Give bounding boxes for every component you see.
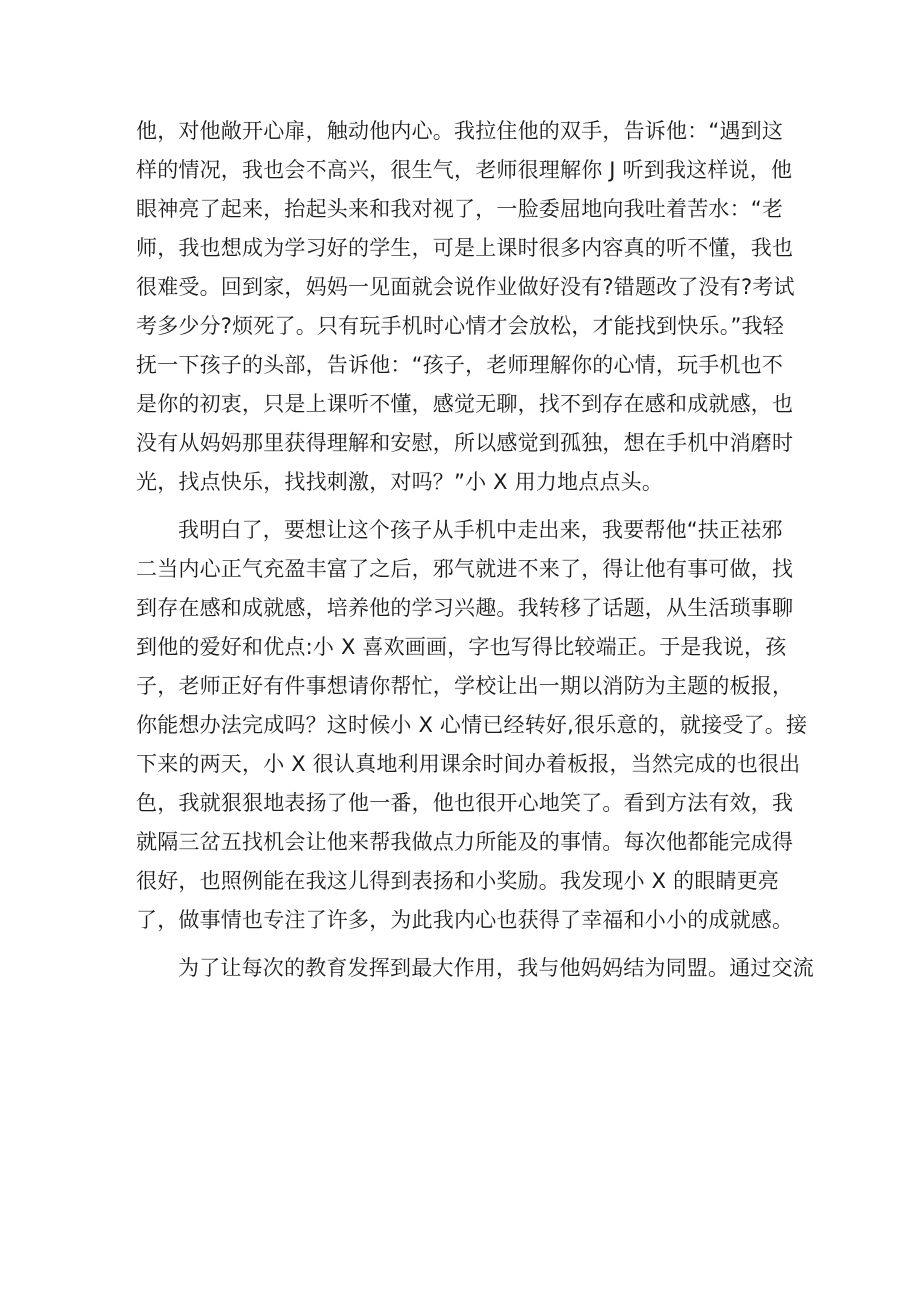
text-line: 没有从妈妈那里获得理解和安慰，所以感觉到孤独，想在手机中消磨时 xyxy=(136,431,794,455)
paragraph-1 xyxy=(136,112,796,502)
text-line: 你能想办法完成吗？这时候小 X 心情已经转好,很乐意的，就接受了。接 xyxy=(136,713,808,737)
body-text xyxy=(136,112,814,988)
paragraph-gap xyxy=(136,940,796,949)
text-line: 就隔三岔五找机会让他来帮我做点力所能及的事情。每次他都能完成得 xyxy=(136,830,794,854)
paragraph-2 xyxy=(136,511,808,940)
text-line: 抚一下孩子的头部，告诉他：“孩子，老师理解你的心情，玩手机也不 xyxy=(136,353,784,377)
text-line: 子，老师正好有件事想请你帮忙，学校让出一期以消防为主题的板报， xyxy=(136,674,794,698)
text-line: 师，我也想成为学习好的学生，可是上课时很多内容真的听不懂，我也 xyxy=(136,236,794,260)
text-line: 色，我就狠狠地表扬了他一番，他也很开心地笑了。看到方法有效，我 xyxy=(136,791,794,815)
text-line: 光，找点快乐，找找刺激，对吗？”小 X 用力地点点头。 xyxy=(136,470,664,494)
text-line: 样的情况，我也会不高兴，很生气，老师很理解你 J 听到我这样说，他 xyxy=(136,158,793,182)
text-line: 很好，也照例能在我这儿得到表扬和小奖励。我发现小 X 的眼睛更亮 xyxy=(136,869,780,893)
text-line: 为了让每次的教育发挥到最大作用，我与他妈妈结为同盟。通过交流 xyxy=(178,956,814,980)
text-line: 他，对他敞开心扉，触动他内心。我拉住他的双手，告诉他：“遇到这 xyxy=(136,119,784,143)
text-line: 到他的爱好和优点:小 X 喜欢画画，字也写得比较端正。于是我说，孩 xyxy=(136,635,787,659)
text-line: 我明白了，要想让这个孩子从手机中走出来，我要帮他“扶正祛邪 xyxy=(178,518,783,542)
text-line: 很难受。回到家，妈妈一见面就会说作业做好没有?错题改了没有?考试 xyxy=(136,275,795,299)
paragraph-gap xyxy=(136,502,796,511)
text-line: 二当内心正气充盈丰富了之后，邪气就进不来了，得让他有事可做，找 xyxy=(136,557,794,581)
paragraph-3 xyxy=(136,949,814,988)
text-line: 是你的初衷，只是上课听不懂，感觉无聊，找不到存在感和成就感，也 xyxy=(136,392,794,416)
text-line: 考多少分?烦死了。只有玩手机时心情才会放松，才能找到快乐。”我轻 xyxy=(136,314,784,338)
text-line: 了，做事情也专注了许多，为此我内心也获得了幸福和小小的成就感。 xyxy=(136,908,794,932)
text-line: 眼神亮了起来，抬起头来和我对视了，一脸委屈地向我吐着苦水：“老 xyxy=(136,197,784,221)
text-line: 到存在感和成就感，培养他的学习兴趣。我转移了话题，从生活琐事聊 xyxy=(136,596,794,620)
text-line: 下来的两天，小 X 很认真地利用课余时间办着板报，当然完成的也很出 xyxy=(136,752,801,776)
